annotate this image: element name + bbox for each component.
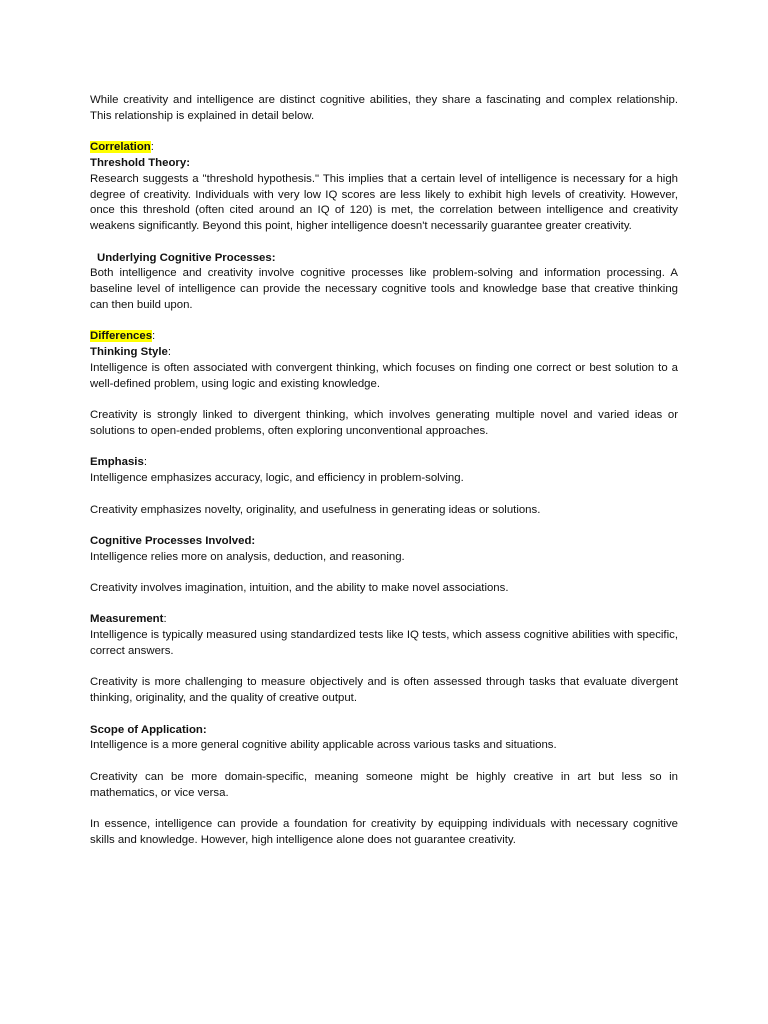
- emphasis-creativity: Creativity emphasizes novelty, originality, and usefulness in generating ideas or solutions.: [90, 503, 541, 516]
- thinking-style-title-line: [90, 345, 678, 361]
- measurement-creativity: Creativity is more challenging to measure objectively and is often assessed through tasks that evaluate divergent thinking, originality, and the quality of creative output.: [90, 676, 678, 705]
- measurement-title: Measurement: [90, 613, 164, 626]
- thinking-style-creativity: Creativity is strongly linked to divergent thinking, which involves generating multiple novel and varied ideas or solutions to open-ended problems, often exploring unconventional approaches.: [90, 409, 678, 437]
- measurement-colon: :: [163, 613, 167, 626]
- correlation-colon: :: [150, 141, 154, 154]
- emphasis-title: Emphasis: [90, 456, 144, 469]
- emphasis-intelligence: Intelligence emphasizes accuracy, logic, and efficiency in problem-solving.: [90, 472, 464, 485]
- thinking-style-title: Thinking Style: [90, 346, 168, 359]
- measurement-intelligence: Intelligence is typically measured using standardized tests like IQ tests, which assess cognitive abilities with specific, correct answers.: [90, 629, 678, 658]
- underlying-processes-text: Both intelligence and creativity involve cognitive processes like problem-solving and information processing. A baseline level of intelligence can provide the necessary cognitive tools and knowledge base that creative thinking can then build upon.: [90, 267, 678, 311]
- conclusion-paragraph: In essence, intelligence can provide a foundation for creativity by equipping individuals with necessary cognitive skills and knowledge. However, high intelligence alone does not guarantee creativity.: [90, 818, 678, 846]
- correlation-heading: Correlation: [90, 141, 151, 154]
- emphasis-title-line: [90, 455, 678, 471]
- differences-heading: Differences: [90, 330, 153, 343]
- emphasis-colon: :: [143, 456, 147, 469]
- underlying-processes-title: Underlying Cognitive Processes:: [97, 251, 276, 264]
- cognitive-processes-creativity: Creativity involves imagination, intuition, and the ability to make novel associations.: [90, 582, 509, 595]
- cognitive-processes-title: Cognitive Processes Involved:: [90, 534, 256, 547]
- threshold-theory-text: Research suggests a "threshold hypothesis." This implies that a certain level of intelligence is necessary for a high degree of creativity. Individuals with very low IQ scores are less likely to exhibit high levels of creativity. However, once this threshold (often cited around an IQ of 120) is met, the correlation between intelligence and creativity weakens significantly. Beyond this point, higher intelligence doesn't necessarily guarantee greater creativity.: [90, 172, 678, 233]
- thinking-style-intelligence: Intelligence is often associated with convergent thinking, which focuses on finding one correct or best solution to a well-defined problem, using logic and existing knowledge.: [90, 361, 678, 390]
- scope-title: Scope of Application:: [90, 723, 207, 736]
- differences-heading-line: [90, 329, 678, 345]
- threshold-theory-title: Threshold Theory:: [90, 156, 190, 169]
- measurement-title-line: [90, 612, 678, 628]
- correlation-heading-line: [90, 140, 678, 156]
- cognitive-processes-intelligence: Intelligence relies more on analysis, deduction, and reasoning.: [90, 550, 405, 563]
- intro-paragraph: While creativity and intelligence are distinct cognitive abilities, they share a fascinating and complex relationship. This relationship is explained in detail below.: [90, 94, 678, 122]
- differences-colon: :: [152, 330, 156, 343]
- scope-intelligence: Intelligence is a more general cognitive ability applicable across various tasks and situations.: [90, 739, 557, 752]
- scope-creativity: Creativity can be more domain-specific, meaning someone might be highly creative in art but less so in mathematics, or vice versa.: [90, 770, 678, 799]
- thinking-style-colon: :: [167, 346, 172, 359]
